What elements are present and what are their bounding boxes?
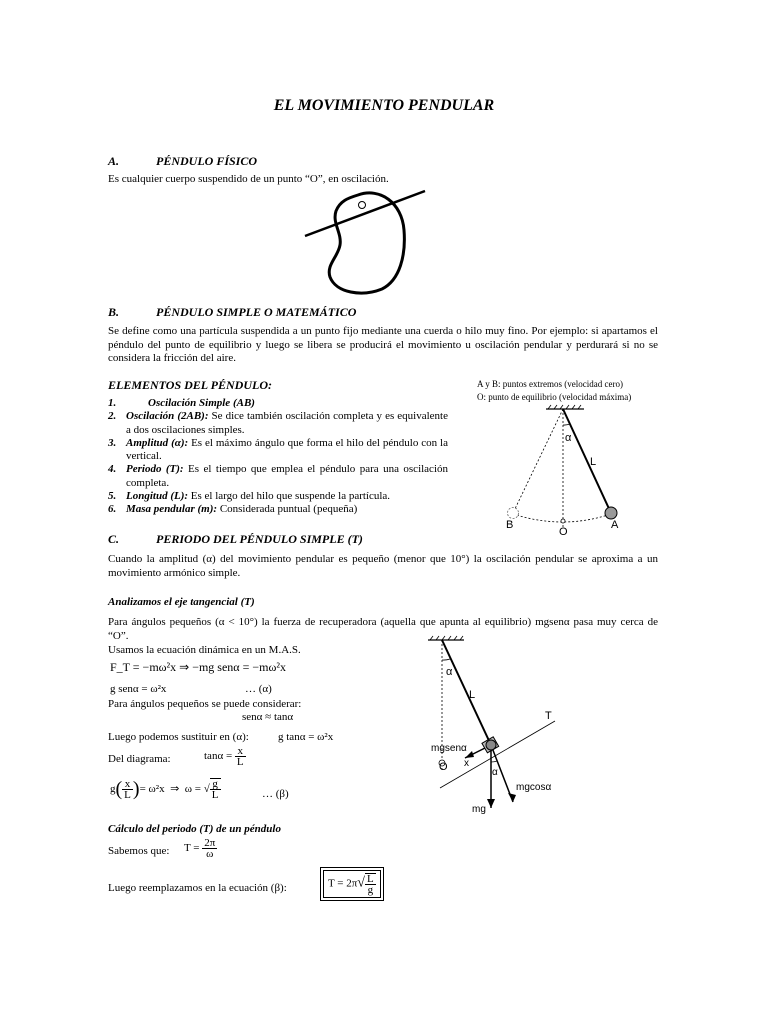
element-term: Longitud (L): — [126, 490, 189, 503]
final-period-formula: T = 2π√ $\frac{L}{g}$ — [323, 870, 381, 898]
label-mgcos: mgcosα — [516, 782, 552, 793]
element-number: 5. — [108, 490, 117, 503]
final-left: T = 2π — [328, 877, 358, 890]
label-alpha: α — [565, 432, 572, 444]
string-a — [563, 409, 611, 513]
element-desc: Es el tiempo que emplea el péndulo para una oscilación completa. — [126, 463, 448, 489]
element-item — [108, 490, 448, 503]
label-alpha-top: α — [446, 666, 453, 678]
section-b-heading: PÉNDULO SIMPLE O MATEMÁTICO — [156, 305, 357, 319]
period-denominator: ω — [206, 848, 214, 860]
label-o: O — [439, 761, 448, 773]
string-b — [513, 409, 563, 513]
element-item — [108, 410, 448, 437]
element-number: 1. — [108, 397, 117, 409]
label-length: L — [590, 456, 597, 468]
label-tangent: T — [545, 710, 552, 722]
tan-left: tanα = — [204, 750, 233, 763]
diagram1-note-ab: A y B: puntos extremos (velocidad cero) — [477, 379, 623, 389]
element-item — [108, 503, 448, 516]
section-b-letter: B. — [108, 305, 120, 319]
label-mg: mg — [472, 804, 486, 815]
simple-pendulum-diagram — [490, 400, 640, 535]
final-denominator: g — [367, 884, 374, 896]
diagram1-note-o: O: punto de equilibrio (velocidad máxima) — [477, 392, 632, 402]
period-omega-relation — [184, 838, 217, 859]
rotation-axis — [305, 191, 425, 236]
final-numerator: L — [366, 873, 374, 885]
element-item — [108, 463, 448, 490]
elements-list — [108, 397, 448, 517]
small-angle-approx: senα ≈ tanα — [242, 711, 294, 723]
small-angles-text: Para ángulos pequeños se puede considerar: — [108, 698, 302, 710]
element-term: Oscilación Simple (AB) — [148, 397, 255, 409]
bob-b — [508, 508, 519, 519]
equation-2: g senα = ω²x — [110, 683, 167, 695]
section-c-text: Cuando la amplitud (α) del movimiento pendular es pequeño (menor que 10°) la oscilación pendular se aproxima a un movimiento armónico simple. — [108, 553, 658, 579]
section-b-text: Se define como una partícula suspendida a un punto fijo mediante una cuerda o hilo muy fino. Por ejemplo: si apartamos el péndulo del punto de equilibrio y luego se libera se producirá el movimiento u oscilación pendular y perdurará si no se considera la fricción del aire. — [108, 325, 658, 364]
tan-denominator: L — [236, 756, 244, 768]
element-term: Periodo (T): — [126, 463, 184, 476]
section-c-letter: C. — [108, 532, 120, 546]
label-mgsen: mgsenα — [431, 743, 467, 754]
substitute-text: Luego podemos sustituir en (α): — [108, 731, 249, 743]
label-b: B — [506, 519, 514, 531]
element-desc: Se dice también oscilación completa y es equivalente a dos oscilaciones simples. — [126, 410, 448, 436]
element-desc: Es el máximo ángulo que forma el hilo del péndulo con la vertical. — [126, 436, 448, 463]
label-a: A — [611, 519, 619, 531]
label-alpha-bottom: α — [492, 767, 498, 778]
replace-text: Luego reemplazamos en la ecuación (β): — [108, 882, 287, 894]
element-item — [108, 397, 448, 410]
element-term: Amplitud (α): — [126, 436, 189, 449]
bob-a — [605, 507, 617, 519]
tangential-heading: Analizamos el eje tangencial (T) — [108, 596, 255, 608]
label-x: x — [464, 758, 469, 769]
bob — [486, 740, 496, 750]
element-number: 6. — [108, 503, 117, 516]
pendulum-string — [442, 640, 491, 745]
pivot-point-o — [359, 202, 366, 209]
tan-relation — [204, 746, 246, 767]
irregular-body — [329, 193, 404, 293]
section-a-letter: A. — [108, 154, 120, 168]
element-item — [108, 437, 448, 464]
tangential-text: Para ángulos pequeños (α < 10°) la fuerza de recuperadora (aquella que apunta al equilibrio) mgsenα pasa muy cerca de “O”. — [108, 616, 658, 642]
force-diagram — [420, 630, 590, 820]
element-number: 3. — [108, 436, 117, 449]
element-number: 4. — [108, 463, 117, 476]
angle-arc-bottom — [491, 761, 497, 762]
angle-arc — [563, 424, 570, 425]
knows-text: Sabemos que: — [108, 845, 170, 857]
equation-2-tag: … (α) — [245, 683, 272, 695]
physical-pendulum-figure — [300, 185, 430, 300]
period-numerator: 2π — [204, 837, 216, 849]
omega-derivation: g( $\frac{x}{L}$ )= ω²x ⇒ ω = √ $\frac{g}{L}$ — [110, 777, 219, 802]
elements-heading: ELEMENTOS DEL PÉNDULO: — [108, 378, 273, 392]
page-title: EL MOVIMIENTO PENDULAR — [273, 97, 495, 114]
element-desc: Es el largo del hilo que suspende la partícula. — [188, 490, 391, 503]
label-length: L — [469, 689, 476, 701]
section-a-text: Es cualquier cuerpo suspendido de un punto “O”, en oscilación. — [108, 173, 389, 185]
substituted-equation: g tanα = ω²x — [278, 731, 334, 743]
period-left: T = — [184, 842, 200, 855]
equilibrium-point — [561, 519, 565, 523]
beta-tag: … (β) — [262, 788, 289, 800]
section-c-heading: PERIODO DEL PÉNDULO SIMPLE (T) — [156, 532, 363, 546]
label-o: O — [559, 526, 568, 535]
ceiling-hatch — [548, 405, 581, 409]
element-number: 2. — [108, 410, 117, 423]
tan-numerator: x — [235, 746, 246, 757]
element-term: Oscilación (2AB): — [126, 410, 209, 423]
from-diagram-text: Del diagrama: — [108, 753, 171, 765]
element-term: Masa pendular (m): — [126, 503, 218, 516]
period-heading: Cálculo del periodo (T) de un péndulo — [108, 823, 281, 835]
equation-1: F_T = −mω²x ⇒ −mg senα = −mω²x — [110, 660, 286, 674]
dynamic-eq-intro: Usamos la ecuación dinámica en un M.A.S. — [108, 644, 301, 656]
section-a-heading: PÉNDULO FÍSICO — [156, 154, 258, 168]
element-desc: Considerada puntual (pequeña) — [217, 503, 358, 516]
angle-arc-top — [442, 659, 450, 660]
mg-arrowhead — [487, 799, 495, 808]
